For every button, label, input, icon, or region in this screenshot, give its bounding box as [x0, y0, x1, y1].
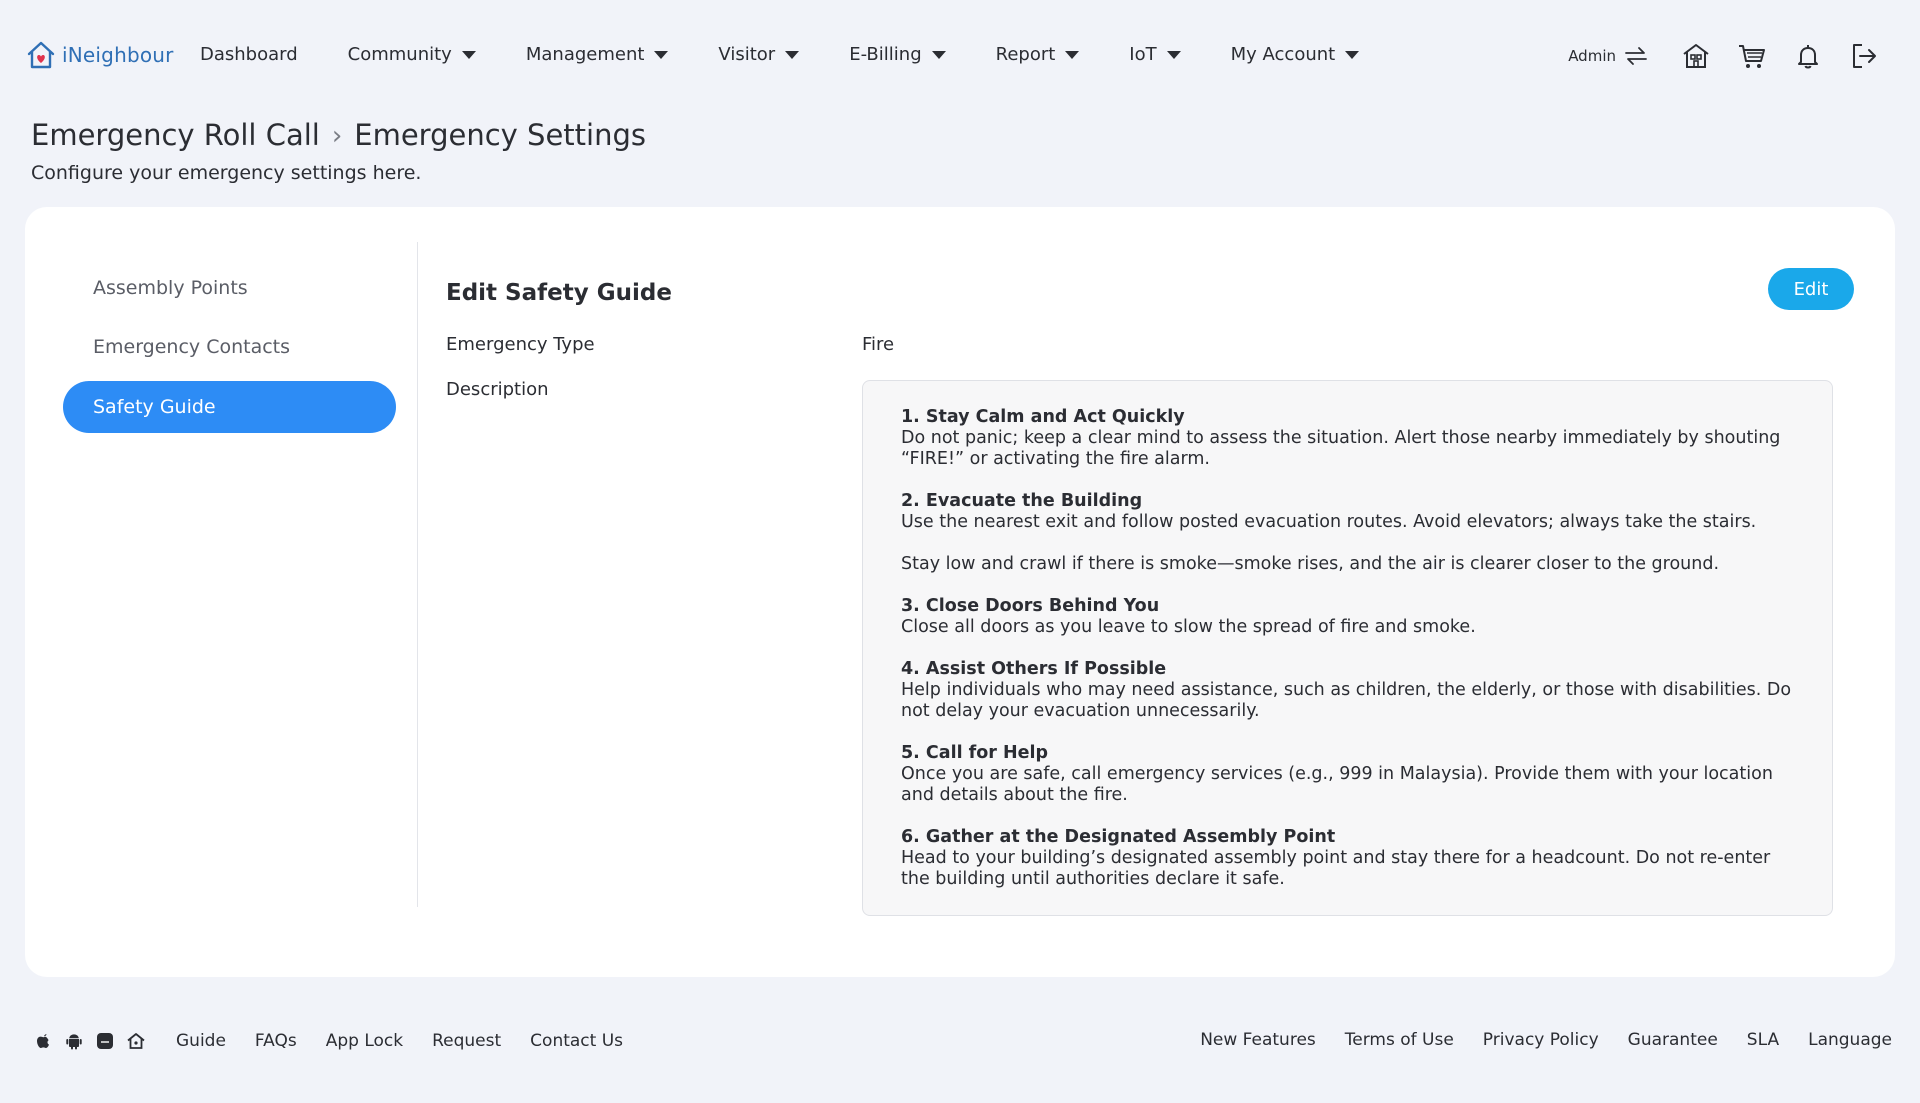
caret-down-icon: [785, 51, 799, 59]
home-building-icon[interactable]: [1680, 40, 1712, 72]
edit-button[interactable]: Edit: [1768, 268, 1854, 310]
sidebar-item-safety-guide[interactable]: [63, 381, 396, 433]
nav-report[interactable]: [996, 44, 1080, 65]
footer-link-faqs[interactable]: FAQs: [254, 1031, 297, 1051]
footer-link-language[interactable]: Language: [1808, 1030, 1892, 1050]
footer-link-new-features[interactable]: New Features: [1200, 1030, 1316, 1050]
guide-text: Use the nearest exit and follow posted evacuation routes. Avoid elevators; always take the stairs.: [901, 512, 1757, 532]
description-label: Description: [446, 379, 549, 400]
footer-link-request[interactable]: Request: [432, 1031, 502, 1051]
breadcrumb-current: Emergency Settings: [354, 118, 646, 152]
brand-logo[interactable]: [26, 40, 174, 70]
caret-down-icon: [1345, 51, 1359, 59]
guide-heading: 6. Gather at the Designated Assembly Point: [901, 827, 1336, 847]
guide-section: [901, 827, 1802, 890]
nav-label: E-Billing: [849, 44, 922, 65]
breadcrumb-item[interactable]: Emergency Roll Call: [31, 118, 320, 152]
guide-section: [901, 743, 1802, 806]
nav-label: Dashboard: [200, 44, 298, 65]
caret-down-icon: [462, 51, 476, 59]
nav-label: Visitor: [718, 44, 776, 65]
guide-heading: 4. Assist Others If Possible: [901, 659, 1167, 679]
nav-my-account[interactable]: [1231, 44, 1360, 65]
nav-dashboard[interactable]: [200, 44, 298, 65]
page-subtitle: Configure your emergency settings here.: [31, 162, 422, 184]
android-icon[interactable]: [63, 1030, 85, 1052]
safety-guide-panel: [446, 242, 1854, 942]
footer-link-terms-of-use[interactable]: Terms of Use: [1344, 1030, 1454, 1050]
footer-link-contact-us[interactable]: Contact Us: [530, 1031, 624, 1051]
admin-switch[interactable]: [1568, 45, 1650, 67]
nav-label: Community: [347, 44, 452, 65]
chevron-right-icon: ›: [331, 121, 343, 151]
page-header: [31, 118, 646, 184]
cart-icon[interactable]: [1736, 40, 1768, 72]
guide-section: [901, 407, 1802, 470]
guide-text: Head to your building’s designated assembly point and stay there for a headcount. Do not re-enter the building until authorities declare it safe.: [901, 848, 1771, 889]
nav-management[interactable]: [526, 44, 669, 65]
footer: [0, 1030, 1920, 1058]
logout-icon[interactable]: [1848, 40, 1880, 72]
nav-label: Report: [995, 44, 1056, 65]
footer-link-guide[interactable]: Guide: [176, 1031, 226, 1051]
switch-arrows-icon: [1622, 45, 1650, 67]
main-nav: [200, 44, 1409, 65]
guide-heading: 1. Stay Calm and Act Quickly: [901, 407, 1185, 427]
top-navigation-bar: [0, 0, 1920, 116]
guide-text: Help individuals who may need assistance, such as children, the elderly, or those with disabilities. Do not delay your evacuation unnecessarily.: [901, 680, 1792, 721]
sidebar-item-label: Emergency Contacts: [93, 336, 291, 358]
settings-sidebar: [63, 242, 418, 907]
home-icon[interactable]: [125, 1030, 147, 1052]
caret-down-icon: [932, 51, 946, 59]
nav-label: My Account: [1230, 44, 1336, 65]
section-title: Edit Safety Guide: [446, 280, 672, 306]
guide-section: [901, 659, 1802, 722]
sidebar-item-label: Assembly Points: [93, 277, 248, 299]
nav-label: Management: [525, 44, 645, 65]
emergency-type-value: Fire: [862, 334, 895, 355]
footer-link-privacy-policy[interactable]: Privacy Policy: [1482, 1030, 1599, 1050]
caret-down-icon: [1065, 51, 1079, 59]
footer-left: [32, 1030, 632, 1052]
guide-heading: 3. Close Doors Behind You: [901, 596, 1160, 616]
house-heart-icon: [26, 40, 56, 70]
breadcrumb: [31, 118, 646, 152]
header-tools: [1568, 40, 1880, 72]
caret-down-icon: [1167, 51, 1181, 59]
guide-text: Do not panic; keep a clear mind to assess the situation. Alert those nearby immediately by shouting “FIRE!” or activating the fire alarm.: [901, 428, 1781, 469]
footer-link-sla[interactable]: SLA: [1746, 1030, 1780, 1050]
nav-iot[interactable]: [1129, 44, 1180, 65]
nav-community[interactable]: [348, 44, 476, 65]
guide-heading: 5. Call for Help: [901, 743, 1049, 763]
admin-label: Admin: [1568, 47, 1616, 65]
settings-card: [25, 207, 1895, 977]
guide-text: Close all doors as you leave to slow the spread of fire and smoke.: [901, 617, 1476, 637]
nav-label: IoT: [1129, 44, 1157, 65]
nav-e-billing[interactable]: [849, 44, 945, 65]
sidebar-item-assembly-points[interactable]: [63, 262, 396, 314]
caret-down-icon: [654, 51, 668, 59]
emergency-type-label: Emergency Type: [446, 334, 595, 355]
brand-name: iNeighbour: [62, 43, 174, 67]
sidebar-item-emergency-contacts[interactable]: [63, 321, 396, 373]
guide-section: [901, 491, 1802, 575]
nav-visitor[interactable]: [718, 44, 799, 65]
footer-link-app-lock[interactable]: App Lock: [325, 1031, 404, 1051]
guide-heading: 2. Evacuate the Building: [901, 491, 1143, 511]
footer-link-guarantee[interactable]: Guarantee: [1627, 1030, 1718, 1050]
apple-icon[interactable]: [32, 1030, 54, 1052]
guide-section: [901, 596, 1802, 638]
bell-icon[interactable]: [1792, 40, 1824, 72]
sidebar-item-label: Safety Guide: [93, 396, 216, 418]
app-store-icon[interactable]: [94, 1030, 116, 1052]
guide-text: Stay low and crawl if there is smoke—smoke rises, and the air is clearer closer to the ground.: [901, 554, 1720, 574]
footer-right: [1200, 1030, 1892, 1050]
description-box: [862, 380, 1833, 916]
guide-text: Once you are safe, call emergency services (e.g., 999 in Malaysia). Provide them with your location and details about the fire.: [901, 764, 1773, 805]
